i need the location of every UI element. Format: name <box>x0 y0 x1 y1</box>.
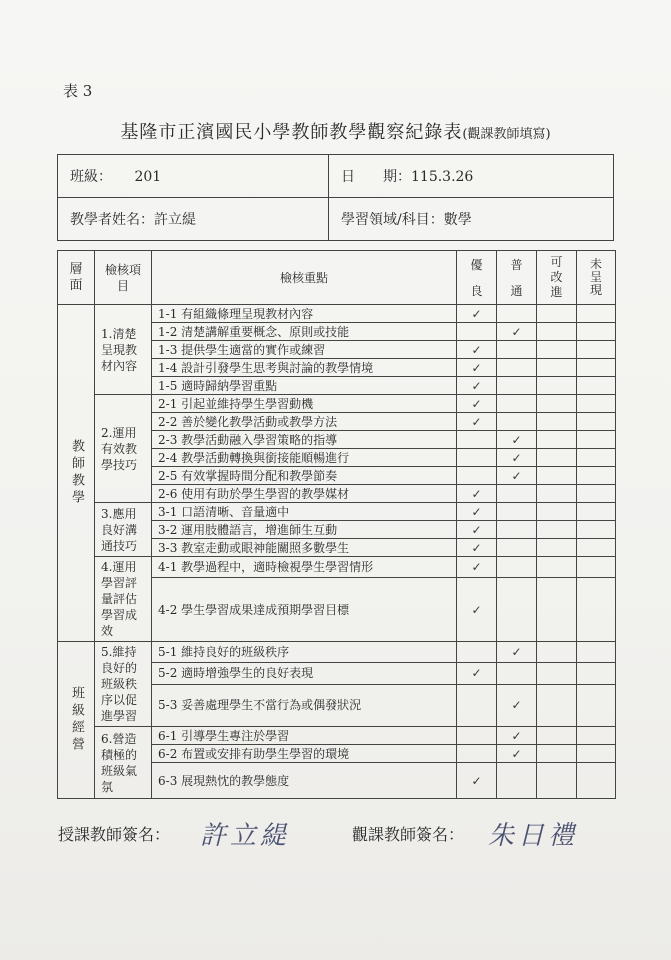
check-mark-icon: ✓ <box>471 540 482 555</box>
subject-value: 數學 <box>443 212 472 228</box>
header-not-shown: 未呈現 <box>577 251 616 305</box>
rating-excellent-cell <box>457 449 497 467</box>
check-mark-icon: ✓ <box>471 773 482 788</box>
rating-not-shown-cell <box>577 449 616 467</box>
rating-not-shown-cell <box>577 642 616 663</box>
rating-excellent-cell <box>457 727 497 745</box>
checkpoint-text: 5-1 維持良好的班級秩序 <box>152 642 457 663</box>
rating-not-shown-cell <box>577 413 616 431</box>
rating-improvable-cell <box>537 359 577 377</box>
item-cell: 3.應用良好溝通技巧 <box>95 503 152 557</box>
rating-normal-cell <box>497 578 537 642</box>
checkpoint-text: 2-4 教學活動轉換與銜接能順暢進行 <box>152 449 457 467</box>
instructor-signature: 許立緹 <box>200 821 291 851</box>
layer-cell <box>58 305 95 642</box>
check-mark-icon: ✓ <box>511 645 522 660</box>
check-mark-icon: ✓ <box>471 378 482 393</box>
rating-not-shown-cell <box>577 395 616 413</box>
layer-cell <box>58 642 95 799</box>
rating-not-shown-cell <box>577 663 616 684</box>
checkpoint-text: 6-3 展現熱忱的教學態度 <box>152 763 457 799</box>
rating-normal-cell <box>497 341 537 359</box>
checkpoint-text: 2-2 善於變化教學活動或教學方法 <box>152 413 457 431</box>
observer-signature-label: 觀課教師簽名： <box>352 825 465 844</box>
header-point: 檢核重點 <box>152 251 457 305</box>
rating-normal-cell <box>497 485 537 503</box>
rating-not-shown-cell <box>577 557 616 578</box>
item-cell: 5.維持良好的班級秩序以促進學習 <box>95 642 152 727</box>
rating-excellent-cell <box>457 395 497 413</box>
rating-excellent-cell <box>457 642 497 663</box>
rating-not-shown-cell <box>577 745 616 763</box>
check-mark-icon: ✓ <box>511 698 522 713</box>
rating-normal-cell <box>497 503 537 521</box>
rating-excellent-cell <box>457 578 497 642</box>
rating-improvable-cell <box>537 763 577 799</box>
rating-improvable-cell <box>537 642 577 663</box>
title-sub: (觀課教師填寫) <box>462 127 551 142</box>
rating-not-shown-cell <box>577 305 616 323</box>
rating-normal-cell <box>497 377 537 395</box>
rating-excellent-cell <box>457 485 497 503</box>
class-value: 201 <box>134 169 162 185</box>
rating-excellent-cell <box>457 467 497 485</box>
rating-excellent-cell <box>457 341 497 359</box>
rating-not-shown-cell <box>577 359 616 377</box>
header-layer: 層面 <box>58 251 95 305</box>
check-mark-icon: ✓ <box>471 504 482 519</box>
layer-label: 班級經營 <box>69 686 84 754</box>
table-row <box>58 503 616 521</box>
info-table <box>57 154 614 241</box>
rating-normal-cell <box>497 359 537 377</box>
rating-not-shown-cell <box>577 323 616 341</box>
subject-cell <box>329 198 614 241</box>
rating-excellent-cell <box>457 431 497 449</box>
rating-normal-cell <box>497 539 537 557</box>
rating-improvable-cell <box>537 467 577 485</box>
table-row <box>58 727 616 745</box>
rating-improvable-cell <box>537 431 577 449</box>
rating-excellent-cell <box>457 413 497 431</box>
checkpoint-text: 3-3 教室走動或眼神能關照多數學生 <box>152 539 457 557</box>
check-mark-icon: ✓ <box>511 450 522 465</box>
checkpoint-text: 5-2 適時增強學生的良好表現 <box>152 663 457 684</box>
rating-not-shown-cell <box>577 341 616 359</box>
form-number: 表 3 <box>63 82 93 100</box>
check-mark-icon: ✓ <box>471 306 482 321</box>
title-main: 基隆市正濱國民小學教師教學觀察紀錄表 <box>120 122 463 143</box>
date-label: 日 期： <box>341 169 411 185</box>
rating-excellent-cell <box>457 521 497 539</box>
checkpoint-text: 2-3 教學活動融入學習策略的指導 <box>152 431 457 449</box>
checkpoint-text: 1-1 有組織條理呈現教材內容 <box>152 305 457 323</box>
rating-normal-cell <box>497 449 537 467</box>
rating-excellent-cell <box>457 503 497 521</box>
rating-improvable-cell <box>537 323 577 341</box>
rating-not-shown-cell <box>577 503 616 521</box>
checkpoint-text: 6-1 引導學生專注於學習 <box>152 727 457 745</box>
checkpoint-text: 2-6 使用有助於學生學習的教學媒材 <box>152 485 457 503</box>
rating-excellent-cell <box>457 539 497 557</box>
check-mark-icon: ✓ <box>471 396 482 411</box>
check-mark-icon: ✓ <box>471 414 482 429</box>
rating-normal-cell <box>497 467 537 485</box>
rating-excellent-cell <box>457 323 497 341</box>
rating-not-shown-cell <box>577 485 616 503</box>
rating-normal-cell <box>497 521 537 539</box>
rating-normal-cell <box>497 663 537 684</box>
rating-excellent-cell <box>457 557 497 578</box>
rating-excellent-cell <box>457 745 497 763</box>
class-cell <box>58 155 329 198</box>
checkpoint-text: 1-4 設計引發學生思考與討論的教學情境 <box>152 359 457 377</box>
rating-normal-cell <box>497 684 537 727</box>
rating-excellent-cell <box>457 377 497 395</box>
rating-improvable-cell <box>537 395 577 413</box>
check-mark-icon: ✓ <box>511 324 522 339</box>
header-improvable: 可改進 <box>537 251 577 305</box>
checkpoint-text: 1-5 適時歸納學習重點 <box>152 377 457 395</box>
check-mark-icon: ✓ <box>511 728 522 743</box>
rating-not-shown-cell <box>577 763 616 799</box>
rating-improvable-cell <box>537 503 577 521</box>
rating-normal-cell <box>497 323 537 341</box>
rating-improvable-cell <box>537 578 577 642</box>
table-row <box>58 642 616 663</box>
rating-excellent-cell <box>457 684 497 727</box>
layer-label: 教師教學 <box>69 439 84 507</box>
check-mark-icon: ✓ <box>471 602 482 617</box>
check-mark-icon: ✓ <box>511 432 522 447</box>
rating-improvable-cell <box>537 485 577 503</box>
rating-normal-cell <box>497 642 537 663</box>
class-label: 班級： <box>70 169 112 185</box>
checkpoint-text: 4-2 學生學習成果達成預期學習目標 <box>152 578 457 642</box>
rating-normal-cell <box>497 431 537 449</box>
observation-table <box>57 250 616 799</box>
rating-improvable-cell <box>537 684 577 727</box>
table-row <box>58 395 616 413</box>
check-mark-icon: ✓ <box>471 342 482 357</box>
rating-not-shown-cell <box>577 431 616 449</box>
rating-not-shown-cell <box>577 377 616 395</box>
date-value: 115.3.26 <box>411 169 474 185</box>
check-mark-icon: ✓ <box>471 360 482 375</box>
rating-not-shown-cell <box>577 578 616 642</box>
rating-improvable-cell <box>537 745 577 763</box>
check-mark-icon: ✓ <box>471 560 482 575</box>
checkpoint-text: 2-1 引起並維持學生學習動機 <box>152 395 457 413</box>
check-mark-icon: ✓ <box>511 468 522 483</box>
rating-normal-cell <box>497 395 537 413</box>
rating-excellent-cell <box>457 663 497 684</box>
rating-normal-cell <box>497 727 537 745</box>
rating-normal-cell <box>497 557 537 578</box>
rating-not-shown-cell <box>577 684 616 727</box>
rating-improvable-cell <box>537 727 577 745</box>
teacher-value: 許立緹 <box>154 212 196 228</box>
checkpoint-text: 2-5 有效掌握時間分配和教學節奏 <box>152 467 457 485</box>
checkpoint-text: 1-3 提供學生適當的實作或練習 <box>152 341 457 359</box>
rating-excellent-cell <box>457 359 497 377</box>
header-item: 檢核項目 <box>95 251 152 305</box>
rating-excellent-cell <box>457 305 497 323</box>
rating-improvable-cell <box>537 377 577 395</box>
rating-improvable-cell <box>537 539 577 557</box>
rating-not-shown-cell <box>577 467 616 485</box>
checkpoint-text: 3-2 運用肢體語言，增進師生互動 <box>152 521 457 539</box>
rating-not-shown-cell <box>577 727 616 745</box>
rating-excellent-cell <box>457 763 497 799</box>
rating-improvable-cell <box>537 521 577 539</box>
rating-improvable-cell <box>537 557 577 578</box>
observer-signature: 朱日禮 <box>488 821 579 851</box>
teacher-label: 教學者姓名： <box>70 212 154 228</box>
rating-normal-cell <box>497 413 537 431</box>
check-mark-icon: ✓ <box>471 522 482 537</box>
table-row <box>58 305 616 323</box>
rating-improvable-cell <box>537 305 577 323</box>
rating-improvable-cell <box>537 449 577 467</box>
item-cell: 2.運用有效教學技巧 <box>95 395 152 503</box>
rating-improvable-cell <box>537 663 577 684</box>
check-mark-icon: ✓ <box>471 666 482 681</box>
page-title <box>0 118 671 144</box>
checkpoint-text: 1-2 清楚講解重要概念、原則或技能 <box>152 323 457 341</box>
rating-improvable-cell <box>537 341 577 359</box>
header-excellent: 優良 <box>457 251 497 305</box>
checkpoint-text: 5-3 妥善處理學生不當行為或偶發狀況 <box>152 684 457 727</box>
rating-normal-cell <box>497 763 537 799</box>
check-mark-icon: ✓ <box>471 486 482 501</box>
rating-normal-cell <box>497 745 537 763</box>
header-normal: 普通 <box>497 251 537 305</box>
rating-not-shown-cell <box>577 539 616 557</box>
date-cell <box>329 155 614 198</box>
checkpoint-text: 6-2 布置或安排有助學生學習的環境 <box>152 745 457 763</box>
instructor-signature-label: 授課教師簽名： <box>58 825 171 844</box>
rating-improvable-cell <box>537 413 577 431</box>
check-mark-icon: ✓ <box>511 746 522 761</box>
checkpoint-text: 4-1 教學過程中，適時檢視學生學習情形 <box>152 557 457 578</box>
item-cell: 4.運用學習評量評估學習成效 <box>95 557 152 642</box>
rating-normal-cell <box>497 305 537 323</box>
item-cell: 1.清楚呈現教材內容 <box>95 305 152 395</box>
table-row <box>58 557 616 578</box>
item-cell: 6.營造積極的班級氣氛 <box>95 727 152 799</box>
subject-label: 學習領域/科目： <box>341 212 444 228</box>
checkpoint-text: 3-1 口語清晰、音量適中 <box>152 503 457 521</box>
rating-not-shown-cell <box>577 521 616 539</box>
teacher-cell <box>58 198 329 241</box>
